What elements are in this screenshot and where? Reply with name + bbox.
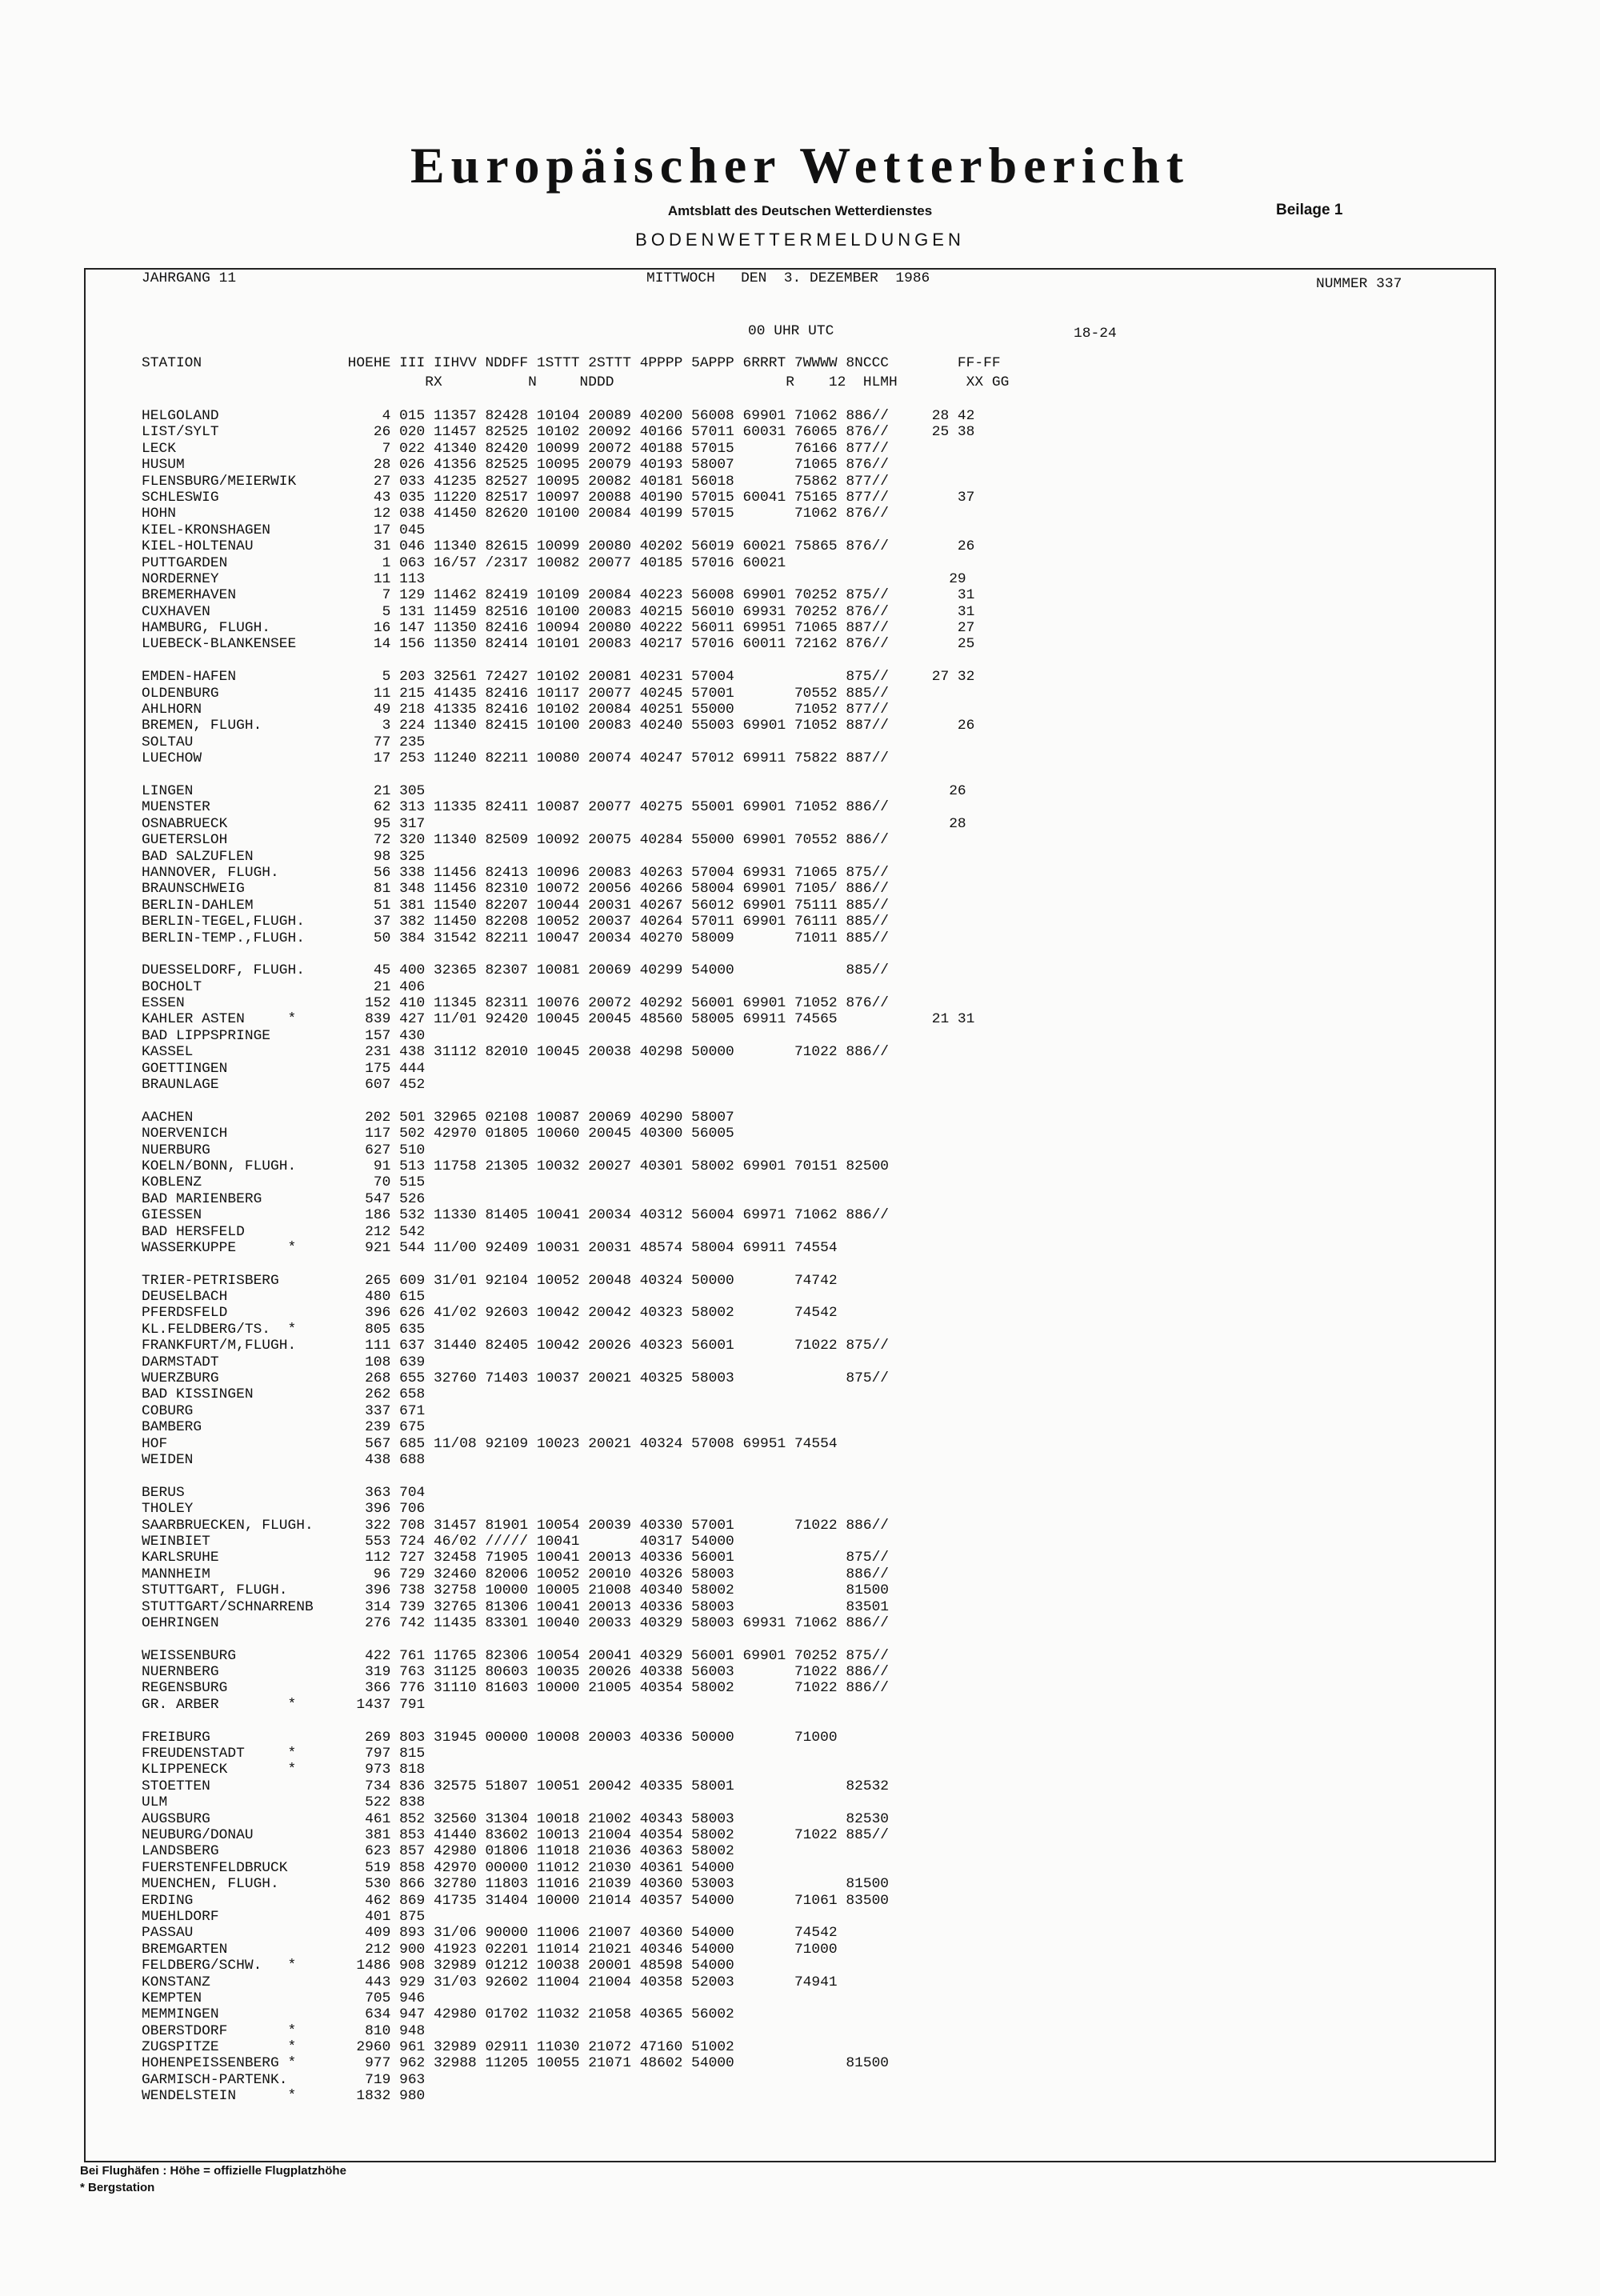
table-row: KIEL-KRONSHAGEN 17 045 bbox=[142, 522, 426, 538]
table-row: FUERSTENFELDBRUCK 519 858 42970 00000 11012 21030 40361 54000 bbox=[142, 1859, 734, 1876]
table-row: AACHEN 202 501 32965 02108 10087 20069 40290 58007 bbox=[142, 1109, 734, 1126]
table-row: LINGEN 21 305 26 bbox=[142, 782, 966, 799]
table-row: OEHRINGEN 276 742 11435 83301 10040 20033 40329 58003 69931 71062 886// bbox=[142, 1614, 890, 1631]
table-row: LANDSBERG 623 857 42980 01806 11018 21036 40363 58002 bbox=[142, 1843, 734, 1860]
table-row: LUEBECK-BLANKENSEE 14 156 11350 82414 10101 20083 40217 57016 60011 72162 876// 25 bbox=[142, 636, 975, 653]
table-row: DARMSTADT 108 639 bbox=[142, 1354, 426, 1370]
subtitle: Amtsblatt des Deutschen Wetterdienstes bbox=[667, 203, 933, 218]
beilage-label: Beilage 1 bbox=[1276, 202, 1343, 218]
group-separator bbox=[142, 1093, 974, 1109]
table-row: STOETTEN 734 836 32575 51807 10051 20042 40335 58001 82532 bbox=[142, 1778, 890, 1794]
observation-time-2: 18-24 bbox=[1074, 326, 1117, 342]
table-row: DEUSELBACH 480 615 bbox=[142, 1289, 426, 1306]
table-row: KLIPPENECK * 973 818 bbox=[142, 1762, 426, 1778]
group-separator bbox=[142, 653, 974, 669]
table-row: ZUGSPITZE * 2960 961 32989 02911 11030 21072 47160 51002 bbox=[142, 2039, 734, 2056]
group-separator bbox=[142, 767, 974, 783]
table-row: SOLTAU 77 235 bbox=[142, 734, 426, 750]
table-row: NUERBURG 627 510 bbox=[142, 1142, 426, 1158]
group-separator bbox=[142, 946, 974, 962]
table-row: GARMISCH-PARTENK. 719 963 bbox=[142, 2071, 426, 2088]
observation-time: 00 UHR UTC bbox=[748, 323, 834, 339]
table-row: ERDING 462 869 41735 31404 10000 21014 40357 54000 71061 83500 bbox=[142, 1892, 890, 1909]
table-row: NUERNBERG 319 763 31125 80603 10035 20026 40338 56003 71022 886// bbox=[142, 1664, 890, 1681]
table-row: BAD LIPPSPRINGE 157 430 bbox=[142, 1027, 426, 1044]
column-header-1: STATION HOEHE III IIHVV NDDFF 1STTT 2STTT 4PPPP 5APPP 6RRRT 7WWWW 8NCCC FF-FF bbox=[142, 355, 1001, 371]
table-row: HOHENPEISSENBERG * 977 962 32988 11205 10055 21071 48602 54000 81500 bbox=[142, 2055, 890, 2072]
table-row: HELGOLAND 4 015 11357 82428 10104 20089 40200 56008 69901 71062 886// 28 42 bbox=[142, 408, 975, 424]
table-row: DUESSELDORF, FLUGH. 45 400 32365 82307 10081 20069 40299 54000 885// bbox=[142, 962, 890, 979]
table-row: KARLSRUHE 112 727 32458 71905 10041 20013 40336 56001 875// bbox=[142, 1550, 890, 1566]
table-row: FELDBERG/SCHW. * 1486 908 32989 01212 10038 20001 48598 54000 bbox=[142, 1958, 734, 1974]
table-row: WASSERKUPPE * 921 544 11/00 92409 10031 20031 48574 58004 69911 74554 bbox=[142, 1239, 838, 1256]
table-row: EMDEN-HAFEN 5 203 32561 72427 10102 20081 40231 57004 875// 27 32 bbox=[142, 669, 975, 686]
table-row: NORDERNEY 11 113 29 bbox=[142, 570, 966, 587]
table-row: OBERSTDORF * 810 948 bbox=[142, 2022, 426, 2039]
table-row: BREMGARTEN 212 900 41923 02201 11014 21021 40346 54000 71000 bbox=[142, 1941, 838, 1958]
table-row: MUENSTER 62 313 11335 82411 10087 20077 40275 55001 69901 71052 886// bbox=[142, 799, 890, 816]
table-row: KOBLENZ 70 515 bbox=[142, 1174, 426, 1191]
table-row: WEISSENBURG 422 761 11765 82306 10054 20041 40329 56001 69901 70252 875// bbox=[142, 1647, 890, 1664]
footnote-airports: Bei Flughäfen : Höhe = offizielle Flugplatzhöhe bbox=[80, 2164, 346, 2178]
table-row: BERUS 363 704 bbox=[142, 1484, 426, 1501]
table-row: WEINBIET 553 724 46/02 ///// 10041 40317 54000 bbox=[142, 1533, 734, 1550]
table-row: KL.FELDBERG/TS. * 805 635 bbox=[142, 1321, 426, 1338]
table-row: GIESSEN 186 532 11330 81405 10041 20034 40312 56004 69971 71062 886// bbox=[142, 1207, 890, 1224]
table-row: LECK 7 022 41340 82420 10099 20072 40188 57015 76166 877// bbox=[142, 440, 890, 457]
table-row: PUTTGARDEN 1 063 16/57 /2317 10082 20077 40185 57016 60021 bbox=[142, 554, 786, 571]
table-row: MUEHLDORF 401 875 bbox=[142, 1908, 426, 1925]
group-separator bbox=[142, 1468, 974, 1484]
table-row: KASSEL 231 438 31112 82010 10045 20038 40298 50000 71022 886// bbox=[142, 1044, 890, 1061]
table-row: BAD KISSINGEN 262 658 bbox=[142, 1386, 426, 1403]
table-row: MEMMINGEN 634 947 42980 01702 11032 21058 40365 56002 bbox=[142, 2006, 734, 2023]
table-row: BAD HERSFELD 212 542 bbox=[142, 1223, 426, 1240]
table-row: AUGSBURG 461 852 32560 31304 10018 21002 40343 58003 82530 bbox=[142, 1810, 890, 1827]
table-row: TRIER-PETRISBERG 265 609 31/01 92104 10052 20048 40324 50000 74742 bbox=[142, 1272, 838, 1289]
footnote-mountain: * Bergstation bbox=[80, 2181, 155, 2194]
group-separator bbox=[142, 1631, 974, 1647]
table-row: ULM 522 838 bbox=[142, 1794, 426, 1811]
table-row: FLENSBURG/MEIERWIK 27 033 41235 82527 10095 20082 40181 56018 75862 877// bbox=[142, 473, 890, 490]
page-title: Europäischer Wetterbericht bbox=[410, 137, 1190, 194]
table-row: KEMPTEN 705 946 bbox=[142, 1990, 426, 2006]
table-row: NEUBURG/DONAU 381 853 41440 83602 10013 21004 40354 58002 71022 885// bbox=[142, 1826, 890, 1843]
table-row: BRAUNSCHWEIG 81 348 11456 82310 10072 20056 40266 58004 69901 7105/ 886// bbox=[142, 881, 890, 898]
table-row: THOLEY 396 706 bbox=[142, 1501, 426, 1518]
table-row: OSNABRUECK 95 317 28 bbox=[142, 815, 966, 832]
table-row: WUERZBURG 268 655 32760 71403 10037 20021 40325 58003 875// bbox=[142, 1370, 890, 1387]
table-row: COBURG 337 671 bbox=[142, 1402, 426, 1419]
table-row: ESSEN 152 410 11345 82311 10076 20072 40292 56001 69901 71052 876// bbox=[142, 995, 890, 1012]
table-row: HOF 567 685 11/08 92109 10023 20021 40324 57008 69951 74554 bbox=[142, 1435, 838, 1452]
table-row: PASSAU 409 893 31/06 90000 11006 21007 40360 54000 74542 bbox=[142, 1925, 838, 1942]
table-row: HAMBURG, FLUGH. 16 147 11350 82416 10094 20080 40222 56011 69951 71065 887// 27 bbox=[142, 620, 975, 637]
table-row: KOELN/BONN, FLUGH. 91 513 11758 21305 10032 20027 40301 58002 69901 70151 82500 bbox=[142, 1158, 890, 1174]
table-row: MUENCHEN, FLUGH. 530 866 32780 11803 11016 21039 40360 53003 81500 bbox=[142, 1876, 890, 1893]
group-separator bbox=[142, 1713, 974, 1729]
station-table bbox=[142, 408, 974, 2105]
nummer: NUMMER 337 bbox=[1316, 276, 1402, 292]
table-row: PFERDSFELD 396 626 41/02 92603 10042 20042 40323 58002 74542 bbox=[142, 1305, 838, 1322]
table-row: REGENSBURG 366 776 31110 81603 10000 21005 40354 58002 71022 886// bbox=[142, 1680, 890, 1697]
jahrgang: JAHRGANG 11 bbox=[142, 270, 237, 286]
report-date: MITTWOCH DEN 3. DEZEMBER 1986 bbox=[646, 270, 930, 286]
table-row: KONSTANZ 443 929 31/03 92602 11004 21004 40358 52003 74941 bbox=[142, 1974, 838, 1990]
table-row: FREIBURG 269 803 31945 00000 10008 20003 40336 50000 71000 bbox=[142, 1729, 838, 1746]
table-row: AHLHORN 49 218 41335 82416 10102 20084 40251 55000 71052 877// bbox=[142, 702, 890, 718]
table-row: BREMEN, FLUGH. 3 224 11340 82415 10100 20083 40240 55003 69901 71052 887// 26 bbox=[142, 718, 975, 734]
table-row: SAARBRUECKEN, FLUGH. 322 708 31457 81901 10054 20039 40330 57001 71022 886// bbox=[142, 1517, 890, 1534]
table-row: OLDENBURG 11 215 41435 82416 10117 20077 40245 57001 70552 885// bbox=[142, 685, 890, 702]
table-row: BRAUNLAGE 607 452 bbox=[142, 1077, 426, 1094]
table-row: BREMERHAVEN 7 129 11462 82419 10109 20084 40223 56008 69901 70252 875// 31 bbox=[142, 587, 975, 604]
table-row: NOERVENICH 117 502 42970 01805 10060 20045 40300 56005 bbox=[142, 1126, 734, 1142]
table-row: STUTTGART/SCHNARRENB 314 739 32765 81306 10041 20013 40336 58003 83501 bbox=[142, 1598, 890, 1615]
table-row: FREUDENSTADT * 797 815 bbox=[142, 1746, 426, 1762]
table-row: HANNOVER, FLUGH. 56 338 11456 82413 10096 20083 40263 57004 69931 71065 875// bbox=[142, 864, 890, 881]
section-heading: BODENWETTERMELDUNGEN bbox=[635, 230, 965, 250]
column-header-2: RX N NDDD R 12 HLMH XX GG bbox=[142, 374, 1010, 390]
table-row: HUSUM 28 026 41356 82525 10095 20079 40193 58007 71065 876// bbox=[142, 457, 890, 474]
table-row: STUTTGART, FLUGH. 396 738 32758 10000 10005 21008 40340 58002 81500 bbox=[142, 1582, 890, 1599]
table-row: HOHN 12 038 41450 82620 10100 20084 40199 57015 71062 876// bbox=[142, 506, 890, 522]
table-row: KIEL-HOLTENAU 31 046 11340 82615 10099 20080 40202 56019 60021 75865 876// 26 bbox=[142, 538, 975, 555]
table-row: BERLIN-DAHLEM 51 381 11540 82207 10044 20031 40267 56012 69901 75111 885// bbox=[142, 897, 890, 914]
table-row: SCHLESWIG 43 035 11220 82517 10097 20088 40190 57015 60041 75165 877// 37 bbox=[142, 489, 975, 506]
table-row: BERLIN-TEMP.,FLUGH. 50 384 31542 82211 10047 20034 40270 58009 71011 885// bbox=[142, 930, 890, 946]
table-row: KAHLER ASTEN * 839 427 11/01 92420 10045 20045 48560 58005 69911 74565 21 31 bbox=[142, 1011, 975, 1028]
table-row: GOETTINGEN 175 444 bbox=[142, 1060, 426, 1077]
table-row: MANNHEIM 96 729 32460 82006 10052 20010 40326 58003 886// bbox=[142, 1566, 890, 1582]
table-row: BERLIN-TEGEL,FLUGH. 37 382 11450 82208 10052 20037 40264 57011 69901 76111 885// bbox=[142, 914, 890, 930]
table-row: BAMBERG 239 675 bbox=[142, 1419, 426, 1436]
table-row: BOCHOLT 21 406 bbox=[142, 978, 426, 995]
table-row: FRANKFURT/M,FLUGH. 111 637 31440 82405 10042 20026 40323 56001 71022 875// bbox=[142, 1338, 890, 1354]
table-row: CUXHAVEN 5 131 11459 82516 10100 20083 40215 56010 69931 70252 876// 31 bbox=[142, 603, 975, 620]
table-row: WENDELSTEIN * 1832 980 bbox=[142, 2088, 426, 2105]
table-row: GUETERSLOH 72 320 11340 82509 10092 20075 40284 55000 69901 70552 886// bbox=[142, 832, 890, 849]
table-row: BAD SALZUFLEN 98 325 bbox=[142, 848, 426, 865]
group-separator bbox=[142, 1256, 974, 1272]
table-row: LIST/SYLT 26 020 11457 82525 10102 20092 40166 57011 60031 76065 876// 25 38 bbox=[142, 424, 975, 441]
table-row: WEIDEN 438 688 bbox=[142, 1452, 426, 1468]
table-row: LUECHOW 17 253 11240 82211 10080 20074 40247 57012 69911 75822 887// bbox=[142, 750, 890, 767]
table-row: BAD MARIENBERG 547 526 bbox=[142, 1190, 426, 1207]
table-row: GR. ARBER * 1437 791 bbox=[142, 1696, 426, 1713]
